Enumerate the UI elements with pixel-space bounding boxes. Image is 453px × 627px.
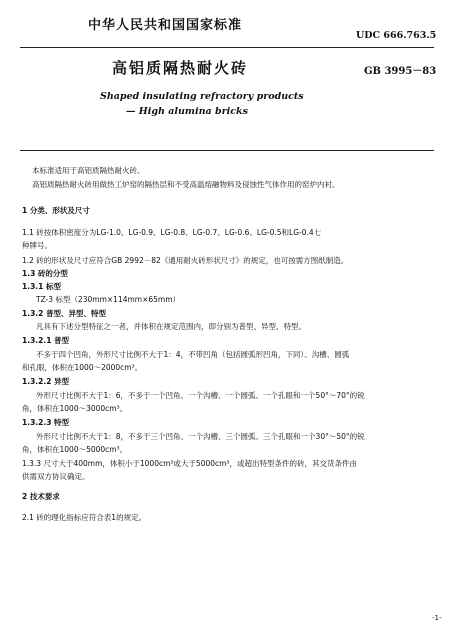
clause-1-3-2-1: 1.3.2.1 普型: [22, 336, 70, 345]
english-title-line2: — High alumina bricks: [126, 106, 248, 117]
header-rule: [20, 47, 434, 48]
clause-1-1-cont: 种牌号。: [22, 241, 52, 250]
intro-paragraph-2: 高铝质隔热耐火砖用做热工炉窑的隔热层和不受高温熔融物料及侵蚀性气体作用的窑炉内衬。: [32, 180, 340, 189]
clause-1-3-2-2: 1.3.2.2 异型: [22, 377, 70, 386]
standard-org-title: 中华人民共和国国家标准: [88, 18, 243, 33]
clause-1-2: 1.2 砖的形状及尺寸应符合GB 2992－82《通用耐火砖形状尺寸》的规定，也可按需方图纸制造。: [22, 256, 349, 265]
clause-1-1: 1.1 砖按体积密度分为LG-1.0、LG-0.9、LG-0.8、LG-0.7、LG-0.6、LG-0.5和LG-0.4七: [22, 228, 322, 237]
clause-1-3-2-1-text: 不多于四个凹角，外形尺寸比例不大于1：4，不带凹角（包括圆弧形凹角，下同）、沟槽、圆弧: [36, 350, 350, 359]
clause-1-3-3-cont: 供需双方协议确定。: [22, 472, 90, 481]
english-title-line1: Shaped insulating refractory products: [100, 91, 304, 102]
clause-1-3-2-text: 凡具有下述分型特征之一者，并体积在规定范围内，即分别为普型、异型、特型。: [36, 322, 306, 331]
title-rule: [20, 150, 434, 151]
clause-1-3-1: 1.3.1 标型: [22, 282, 61, 291]
clause-1-3-2-2-text: 外形尺寸比例不大于1：6，不多于一个凹角、一个沟槽、一个圆弧、一个孔眼和一个50°～70°的锐: [36, 391, 365, 400]
gb-number: GB 3995－83: [364, 66, 437, 77]
standard-title: 高铝质隔热耐火砖: [112, 59, 249, 77]
clause-1-3-2-1-cont: 和孔眼，体积在1000～2000cm³。: [22, 363, 143, 372]
page-number: -1-: [432, 614, 442, 622]
section-1-heading: 1 分类、形状及尺寸: [22, 206, 90, 215]
clause-1-3-2-3: 1.3.2.3 特型: [22, 418, 70, 427]
intro-paragraph-1: 本标准适用于高铝质隔热耐火砖。: [32, 166, 145, 175]
udc-number: UDC 666.763.5: [356, 30, 437, 41]
clause-1-3-2-3-cont: 角，体积在1000～5000cm³。: [22, 445, 128, 454]
clause-2-1: 2.1 砖的理化指标应符合表1的规定。: [22, 513, 147, 522]
clause-1-3: 1.3 砖的分型: [22, 269, 68, 278]
clause-1-3-2: 1.3.2 普型、异型、特型: [22, 309, 106, 318]
clause-1-3-2-2-cont: 角，体积在1000～3000cm³。: [22, 404, 128, 413]
standard-shape-item: TZ-3 标型（230mm×114mm×65mm）: [36, 295, 181, 304]
clause-1-3-2-3-text: 外形尺寸比例不大于1：8，不多于三个凹角、一个沟槽、三个圆弧、三个孔眼和一个30°～50°的锐: [36, 432, 365, 441]
section-2-heading: 2 技术要求: [22, 492, 60, 501]
clause-1-3-3: 1.3.3 尺寸大于400mm，体积小于1000cm³或大于5000cm³，或超出特型条件的砖，其交货条件由: [22, 459, 357, 468]
